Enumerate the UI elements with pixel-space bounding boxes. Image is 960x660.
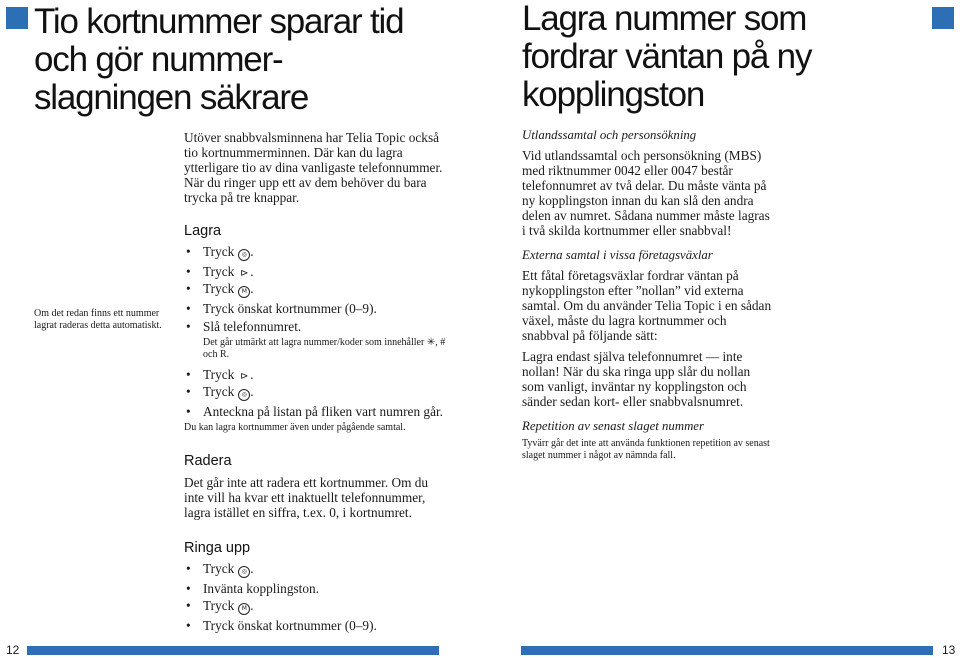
memory-key-icon: M	[238, 603, 250, 615]
footer-bar-right	[521, 646, 933, 655]
ringa-upp-steps	[184, 561, 446, 633]
section-title-ringa-upp: Ringa upp	[184, 539, 251, 556]
section-title-radera: Radera	[184, 452, 232, 469]
section-title-lagra: Lagra	[184, 223, 222, 239]
externa-samtal-paragraph-1: Ett fåtal företagsväxlar fordrar väntan på nykopplingston efter ”nollan” vid externa samtal. Om du använder Telia Topic i en sådan växel, måste du lagra kortnummer och snabbval på följande sätt:	[522, 268, 772, 343]
menu-key-icon: ◎	[238, 566, 250, 578]
heading-marker-left	[6, 7, 28, 29]
lagra-note: Det går utmärkt att lagra nummer/koder som innehåller ✳, # och R.	[203, 336, 446, 360]
side-note: Om det redan finns ett nummer lagrat raderas detta automatiskt.	[34, 308, 162, 331]
list-item: • Tryck M .	[184, 281, 446, 298]
repetition-note: Tyvärr går det inte att använda funktionen repetition av senast slaget nummer i något av nämnda fall.	[522, 438, 770, 461]
menu-key-icon: ◎	[238, 389, 250, 401]
section-title-repetition: Repetition av senast slaget nummer	[522, 419, 704, 433]
section-title-externa-samtal: Externa samtal i vissa företagsväxlar	[522, 248, 713, 262]
page-title-right: Lagra nummer som fordrar väntan på ny kopplingston	[522, 0, 812, 114]
list-item: • Tryck önskat kortnummer (0–9).	[184, 301, 446, 316]
right-main-column	[522, 128, 772, 462]
section-title-utlandssamtal: Utlandssamtal och personsökning	[522, 128, 697, 142]
intro-paragraph: Utöver snabbvalsminnena har Telia Topic också tio kortnummerminnen. Där kan du lagra ytterligare tio av dina vanligaste telefonnummer. När du ringer upp ett av dem behöver du bara trycka på tre knappar.	[184, 130, 443, 205]
list-item: • Slå telefonnumret.	[184, 319, 446, 334]
list-item: • Tryck ⊳ .	[184, 367, 446, 382]
list-item: • Tryck önskat kortnummer (0–9).	[184, 618, 446, 633]
memory-key-icon: M	[238, 286, 250, 298]
list-item: • Tryck ⊳ .	[184, 264, 446, 279]
arrow-right-key-icon: ⊳	[240, 267, 249, 279]
heading-marker-right	[932, 7, 954, 29]
list-item: • Tryck ◎ .	[184, 244, 446, 261]
utlandssamtal-paragraph: Vid utlandssamtal och personsökning (MBS) med riktnummer 0042 eller 0047 består telefonnumret av två delar. Du måste vänta på ny kopplingston innan du kan slå den andra delen av numret. Sådana nummer måste lagras i två skilda kortnummer eller snabbval!	[522, 148, 770, 238]
lagra-steps	[184, 244, 446, 334]
arrow-right-key-icon: ⊳	[240, 370, 249, 382]
list-item: • Anteckna på listan på fliken vart numren går.	[184, 404, 446, 419]
list-item: • Tryck ◎ .	[184, 561, 446, 578]
page-title-left: Tio kortnummer sparar tid och gör nummer- slagningen säkrare	[34, 2, 404, 117]
externa-samtal-paragraph-2: Lagra endast själva telefonnumret — inte nollan! När du ska ringa upp slår du nollan som vanligt, inväntar ny kopplingston och sänder sedan kort- eller snabbvalsnumret.	[522, 349, 751, 409]
page-number-left: 12	[6, 643, 20, 657]
list-item: • Tryck ◎ .	[184, 384, 446, 401]
left-main-column	[184, 130, 446, 636]
footer-bar-left	[27, 646, 439, 655]
list-item: • Invänta kopplingston.	[184, 581, 446, 596]
list-item: • Tryck M .	[184, 598, 446, 615]
lagra-footnote: Du kan lagra kortnummer även under pågående samtal.	[184, 421, 406, 433]
menu-key-icon: ◎	[238, 249, 250, 261]
lagra-steps-continued	[184, 367, 446, 419]
page-number-right: 13	[942, 643, 956, 657]
radera-paragraph: Det går inte att radera ett kortnummer. Om du inte vill ha kvar ett inaktuellt telefonnummer, lagra istället en siffra, t.ex. 0, i kortnumret.	[184, 474, 429, 520]
